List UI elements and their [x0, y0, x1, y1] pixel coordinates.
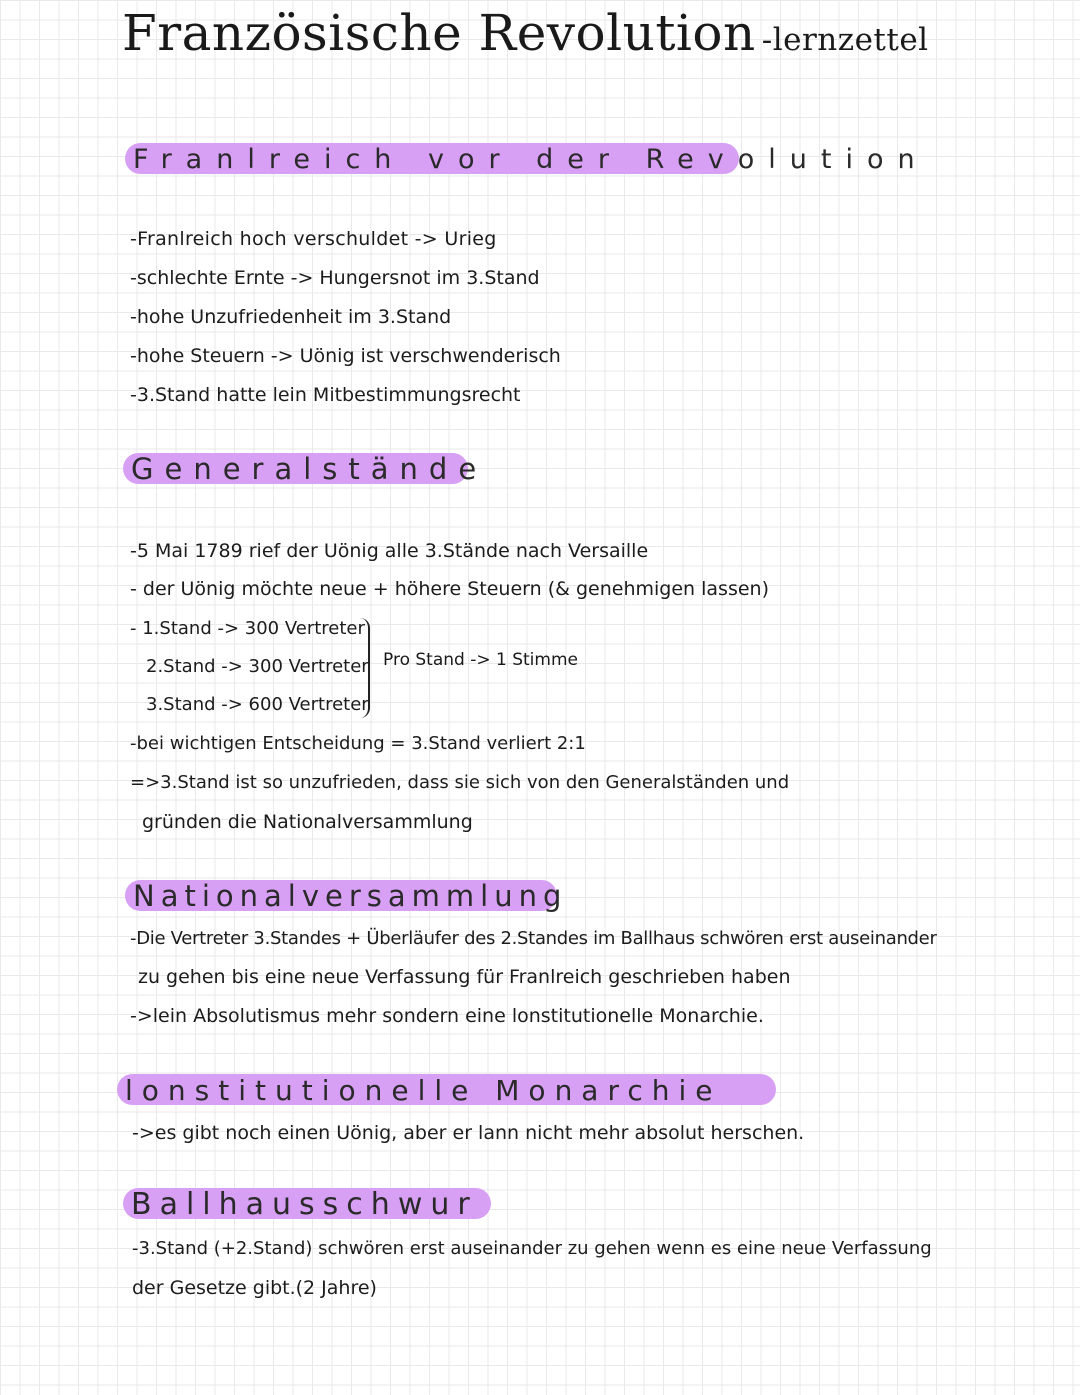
frankreich-line-2: -schlechte Ernte -> Hungersnot im 3.Stand	[130, 267, 540, 289]
heading-generalstaende: Generalstände	[123, 453, 468, 484]
nationalversammlung-line-3: ->lein Absolutismus mehr sondern eine lonstitutionelle Monarchie.	[130, 1005, 764, 1027]
generalstaende-line-2: - der Uönig möchte neue + höhere Steuern (& genehmigen lassen)	[130, 578, 769, 600]
heading-nationalversammlung: Nationalversammlung	[125, 880, 557, 911]
frankreich-line-3: -hohe Unzufriedenheit im 3.Stand	[130, 306, 452, 328]
generalstaende-after-2: =>3.Stand ist so unzufrieden, dass sie sich von den Generalständen und	[130, 772, 790, 793]
frankreich-line-5: -3.Stand hatte lein Mitbestimmungsrecht	[130, 384, 521, 406]
title-subtitle: -lernzettel	[761, 22, 929, 58]
nationalversammlung-line-1: -Die Vertreter 3.Standes + Überläufer des 2.Standes im Ballhaus schwören erst auseinander	[130, 928, 937, 949]
frankreich-line-4: -hohe Steuern -> Uönig ist verschwenderisch	[130, 345, 561, 367]
generalstaende-after-3: gründen die Nationalversammlung	[142, 811, 473, 833]
stand-line-2: 2.Stand -> 300 Vertreter	[146, 656, 369, 677]
generalstaende-after-1: -bei wichtigen Entscheidung = 3.Stand verliert 2:1	[130, 733, 586, 754]
nationalversammlung-line-2: zu gehen bis eine neue Verfassung für Franlreich geschrieben haben	[138, 966, 791, 988]
frankreich-line-1: -Franlreich hoch verschuldet -> Urieg	[130, 228, 497, 250]
brace-note: Pro Stand -> 1 Stimme	[383, 650, 578, 670]
curly-brace	[360, 618, 370, 718]
generalstaende-line-1: -5 Mai 1789 rief der Uönig alle 3.Stände nach Versaille	[130, 540, 649, 562]
ballhausschwur-line-1: -3.Stand (+2.Stand) schwören erst auseinander zu gehen wenn es eine neue Verfassung	[132, 1238, 932, 1259]
monarchie-line-1: ->es gibt noch einen Uönig, aber er lann nicht mehr absolut herschen.	[132, 1122, 805, 1144]
page-title	[122, 4, 929, 62]
heading-frankreich: Franlreich vor der Revolution	[125, 143, 739, 174]
heading-monarchie: lonstitutionelle Monarchie	[117, 1074, 776, 1105]
stand-line-3: 3.Stand -> 600 Vertreter	[146, 694, 369, 715]
title-main: Französische Revolution	[122, 4, 756, 62]
stand-line-1: - 1.Stand -> 300 Vertreter	[130, 618, 365, 639]
heading-ballhausschwur: Ballhausschwur	[123, 1188, 491, 1219]
ballhausschwur-line-2: der Gesetze gibt.(2 Jahre)	[132, 1277, 377, 1299]
